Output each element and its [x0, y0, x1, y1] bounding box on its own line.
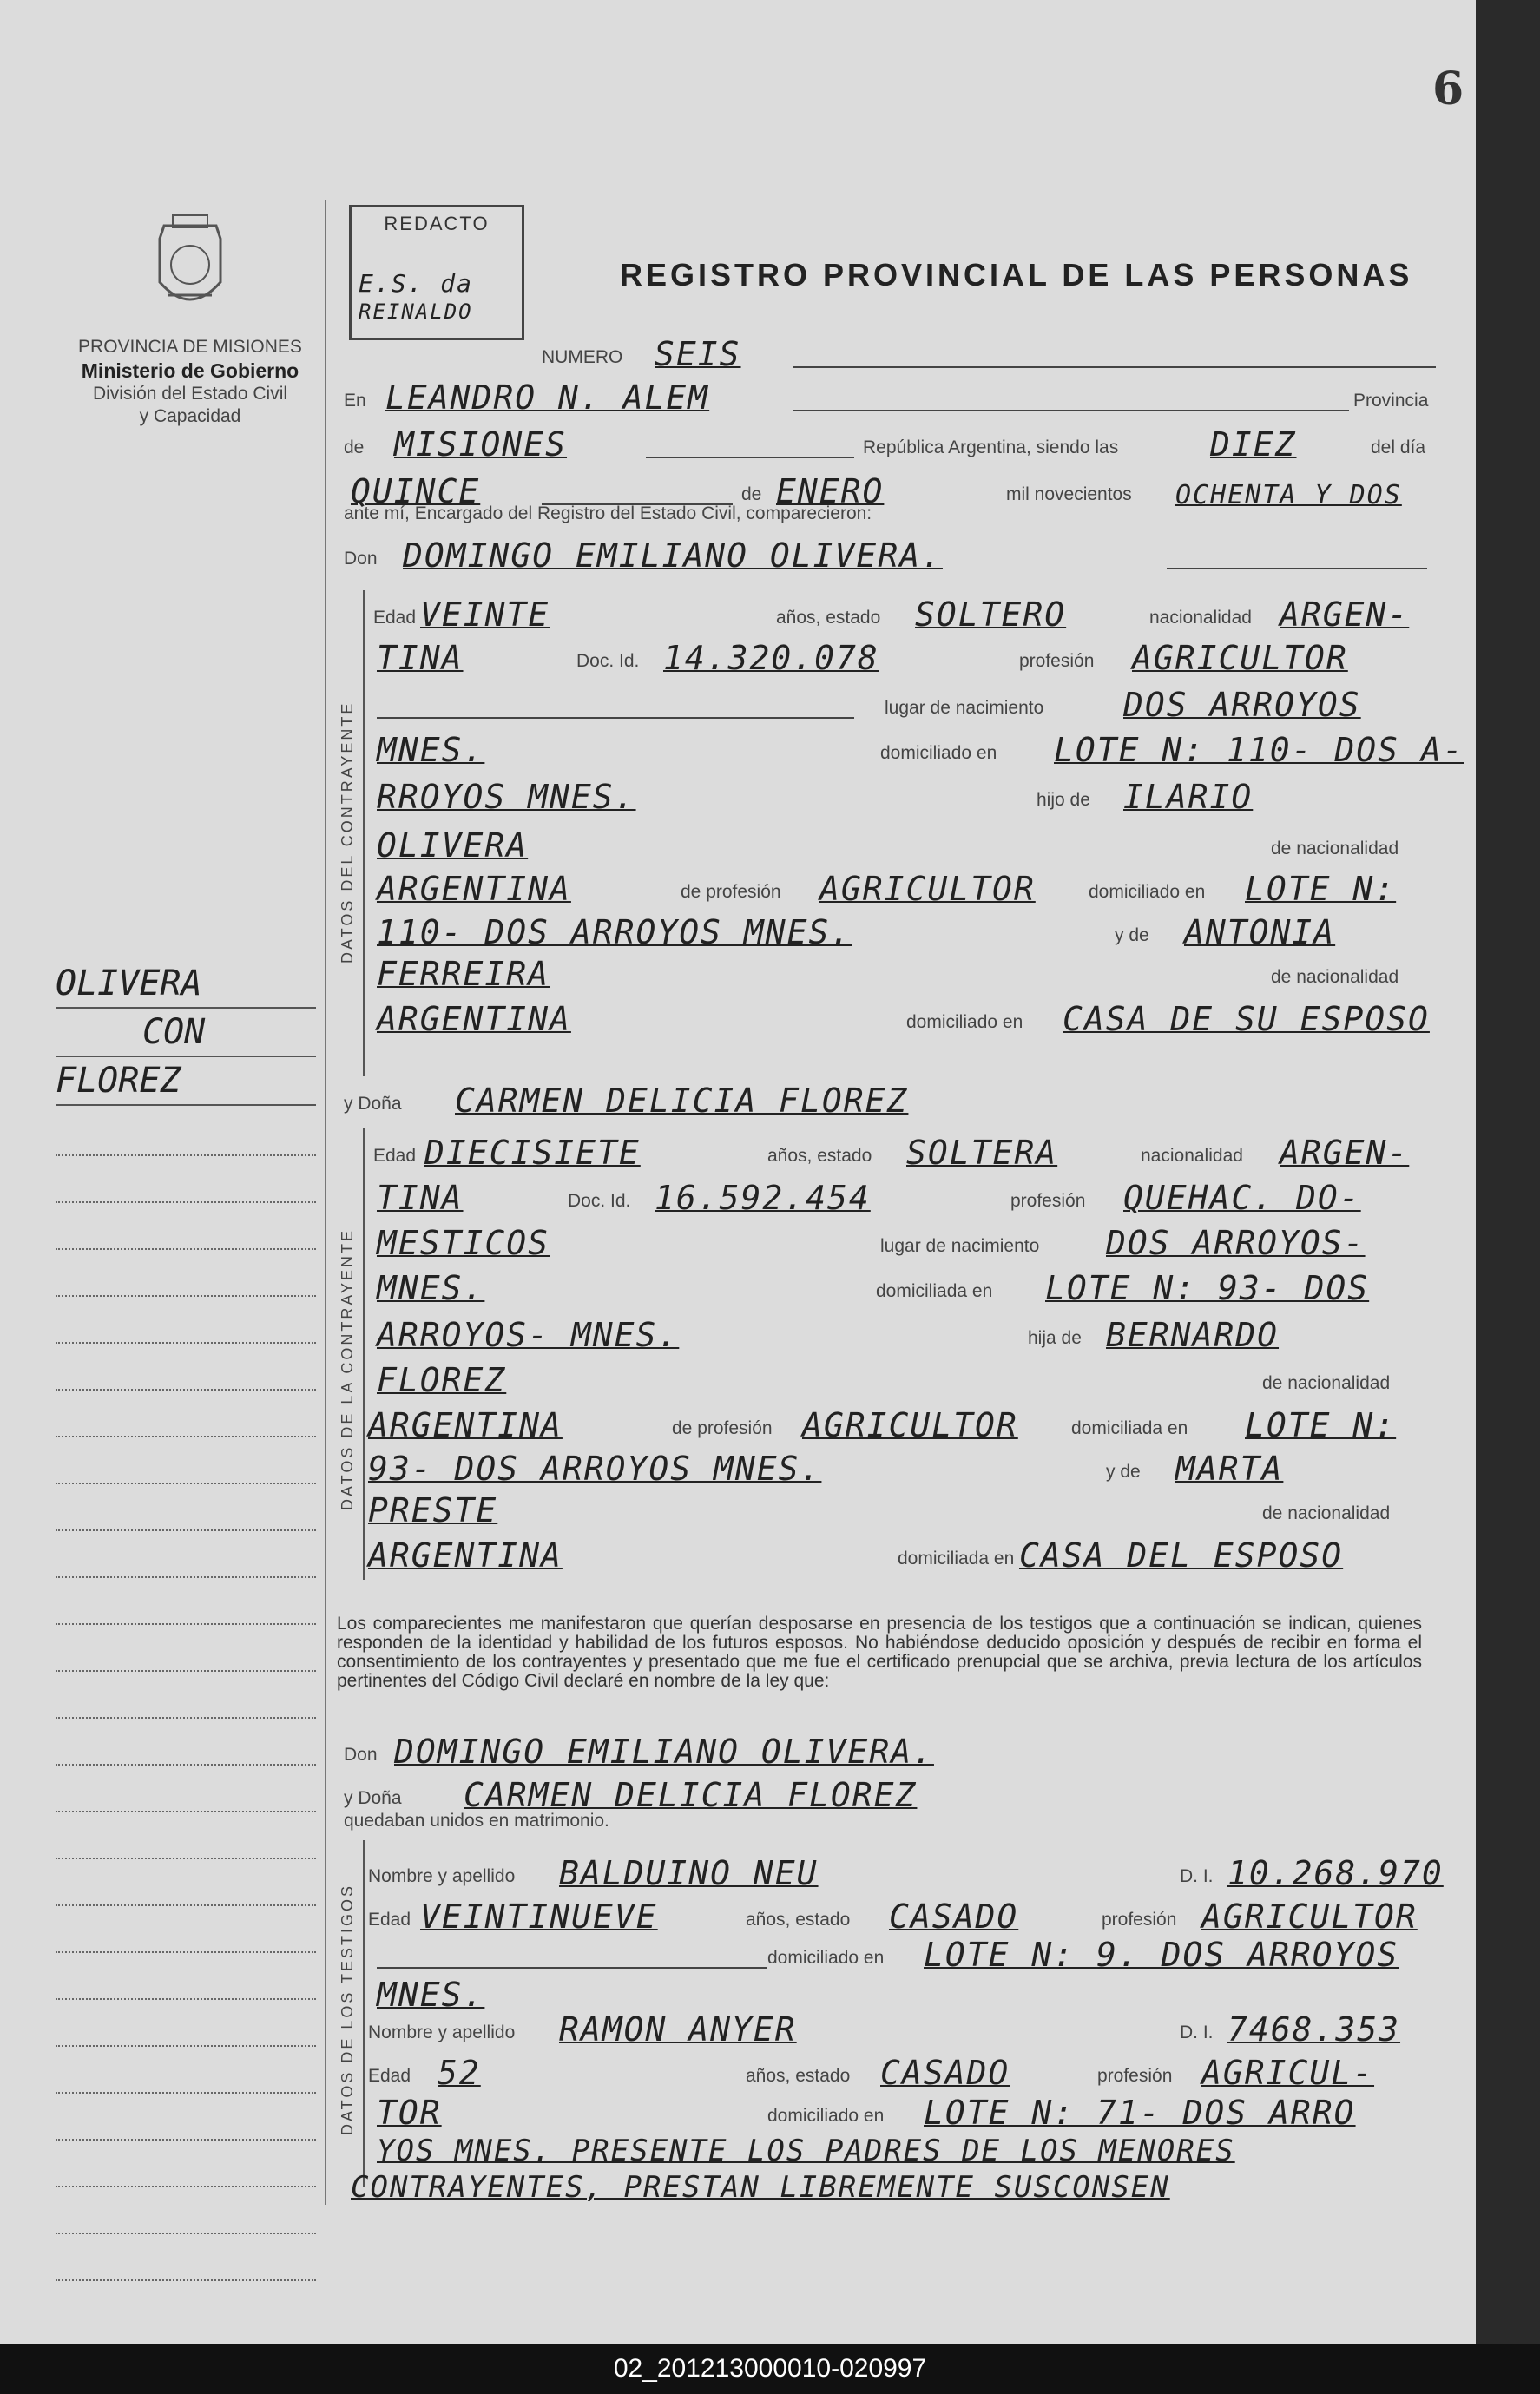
padre-apellido: OLIVERA	[377, 826, 529, 865]
c1-madre-dom-row	[342, 995, 1438, 1038]
padre-nacionalidad: ARGENTINA	[368, 1406, 563, 1444]
t1-dom-row	[342, 1930, 1438, 1974]
en-label: En	[344, 391, 366, 411]
c2-edad-row	[342, 1128, 1438, 1172]
madre-nombre: MARTA	[1175, 1450, 1284, 1488]
t2-edad-value: 52	[438, 2054, 481, 2092]
margin-line	[56, 1578, 316, 1625]
c2-domicilio-row	[342, 1264, 1438, 1307]
t2-nombre-row	[342, 2005, 1438, 2049]
doc-label: D. I.	[1180, 1866, 1214, 1886]
domicilio-label: domiciliado en	[767, 2106, 885, 2126]
padre-domicilio-cont: 110- DOS ARROYOS MNES.	[377, 913, 852, 951]
estado-label: años, estado	[746, 1910, 851, 1930]
y-de-label: y de	[1106, 1462, 1141, 1482]
redacto-box	[349, 205, 524, 340]
mes-value: ENERO	[776, 472, 885, 510]
margin-line	[56, 1906, 316, 1953]
madre-dom-label: domiciliada en	[898, 1549, 1015, 1569]
domicilio-value: LOTE N: 110- DOS A-	[1054, 731, 1464, 769]
field-line	[377, 1967, 767, 1969]
page-edge-shadow	[1476, 0, 1540, 2344]
left-margin-column	[56, 200, 326, 2205]
en-row	[342, 373, 1438, 417]
numero-label: NUMERO	[542, 347, 623, 367]
madre-domicilio: CASA DEL ESPOSO	[1019, 1536, 1344, 1575]
t1-estado-value: CASADO	[889, 1897, 1019, 1936]
division-name: División del Estado Civil	[92, 384, 288, 404]
domicilio-label: domiciliado en	[767, 1948, 885, 1968]
c2-doc-row	[342, 1174, 1438, 1217]
republica-label: República Argentina, siendo las	[863, 437, 1119, 457]
margin-line	[56, 1391, 316, 1437]
decl-don-row	[342, 1727, 1438, 1771]
decl-don-value: DOMINGO EMILIANO OLIVERA.	[394, 1733, 934, 1771]
estado-label: años, estado	[767, 1146, 872, 1166]
lugar-value: DOS ARROYOS	[1123, 686, 1361, 724]
madre-apellido: PRESTE	[368, 1491, 498, 1529]
de-label: de	[344, 437, 365, 457]
margin-line	[56, 1812, 316, 1859]
margin-line	[56, 1344, 316, 1391]
margin-line	[56, 1484, 316, 1531]
padre-nombre: BERNARDO	[1106, 1316, 1280, 1354]
c1-padre-prof-row	[342, 865, 1438, 908]
y-dona-label: y Doña	[344, 1788, 402, 1808]
lugar-cont: MNES.	[377, 731, 485, 769]
margin-line	[56, 1203, 316, 1250]
numero-row	[342, 330, 1438, 373]
margin-line	[56, 1437, 316, 1484]
y-dona-label: y Doña	[344, 1094, 402, 1114]
anio-value: OCHENTA Y DOS	[1175, 480, 1402, 510]
madre-nac-label: de nacionalidad	[1271, 967, 1399, 987]
c2-hija-row	[342, 1311, 1438, 1354]
dia-value: QUINCE	[351, 472, 481, 510]
domicilio-label: domiciliada en	[876, 1281, 993, 1301]
don-label: Don	[344, 1745, 378, 1765]
redacto-handwritten-1: E.S. da	[359, 269, 474, 298]
redacto-handwritten-2: REINALDO	[359, 299, 473, 324]
t1-prof-value: AGRICULTOR	[1201, 1897, 1418, 1936]
lugar-cont: MNES.	[377, 1269, 485, 1307]
edad-value: VEINTE	[420, 595, 550, 634]
field-line	[646, 457, 854, 458]
padre-nac-label: de nacionalidad	[1271, 839, 1399, 858]
margin-line	[56, 1859, 316, 1906]
numero-value: SEIS	[655, 335, 741, 373]
margin-line	[56, 1625, 316, 1672]
de-mes-label: de	[741, 484, 762, 504]
mil-novecientos-label: mil novecientos	[1006, 484, 1132, 504]
nacionalidad-cont: TINA	[377, 1179, 464, 1217]
ante-row	[342, 503, 1438, 529]
padre-apellido: FLOREZ	[377, 1361, 507, 1399]
nacionalidad-value: ARGEN-	[1280, 595, 1410, 634]
t1-edad-value: VEINTINUEVE	[420, 1897, 658, 1936]
de-row	[342, 420, 1438, 464]
t1-nombre-value: BALDUINO NEU	[559, 1854, 819, 1892]
estado-value: SOLTERO	[915, 595, 1067, 634]
profesion-value: AGRICULTOR	[1132, 639, 1348, 677]
t2-nombre-value: RAMON ANYER	[559, 2010, 797, 2049]
nombre-label: Nombre y apellido	[368, 2022, 516, 2042]
margin-line	[56, 1297, 316, 1344]
padre-dom-label: domiciliado en	[1089, 882, 1206, 902]
c2-madre-row	[342, 1444, 1438, 1488]
padre-nac-label: de nacionalidad	[1262, 1373, 1391, 1393]
ante-label: ante mí, Encargado del Registro del Estado Civil, comparecieron:	[344, 503, 872, 523]
provincia-value: MISIONES	[394, 425, 568, 464]
c1-hijo-row	[342, 773, 1438, 816]
margin-line	[56, 2141, 316, 2187]
t1-edad-row	[342, 1892, 1438, 1936]
decl-dona-value: CARMEN DELICIA FLOREZ	[464, 1776, 918, 1814]
t1-doc-value: 10.268.970	[1227, 1854, 1444, 1892]
capacity-label: y Capacidad	[139, 406, 241, 426]
margin-annotation	[56, 964, 316, 2281]
profesion-label: profesión	[1010, 1191, 1086, 1211]
padre-dom-label: domiciliada en	[1071, 1418, 1188, 1438]
nota-line-1: YOS MNES. PRESENTE LOS PADRES DE LOS MENORES	[377, 2134, 1235, 2168]
t2-estado-value: CASADO	[880, 2054, 1010, 2092]
profesion-value: QUEHAC. DO-	[1123, 1179, 1361, 1217]
ministry-name: Ministerio de Gobierno	[81, 359, 299, 382]
margin-line	[56, 1672, 316, 1719]
doc-value: 16.592.454	[655, 1179, 871, 1217]
t2-prof-cont: TOR	[377, 2094, 442, 2132]
y-de-label: y de	[1115, 925, 1149, 945]
lugar-value: DOS ARROYOS-	[1106, 1224, 1366, 1262]
province-name: PROVINCIA DE MISIONES	[78, 337, 302, 357]
annotation-line-2: CON	[56, 1012, 316, 1057]
profesion-label: profesión	[1102, 1910, 1177, 1930]
estado-label: años, estado	[746, 2066, 851, 2086]
c1-edad-row	[342, 590, 1438, 634]
don-value: DOMINGO EMILIANO OLIVERA.	[403, 536, 943, 575]
nombre-label: Nombre y apellido	[368, 1866, 516, 1886]
c2-padre-row	[342, 1356, 1438, 1399]
c1-padre-row	[342, 821, 1438, 865]
domicilio-label: domiciliado en	[880, 743, 997, 763]
doc-label: Doc. Id.	[568, 1191, 631, 1211]
edad-label: Edad	[368, 2066, 411, 2086]
c1-doc-row	[342, 634, 1438, 677]
margin-line	[56, 1719, 316, 1766]
madre-nac-label: de nacionalidad	[1262, 1503, 1391, 1523]
profesion-cont: MESTICOS	[377, 1224, 550, 1262]
provincia-label: Provincia	[1353, 391, 1429, 411]
testigos-section-label: DATOS DE LOS TESTIGOS	[339, 1883, 356, 2135]
hija-label: hija de	[1028, 1328, 1082, 1348]
nacionalidad-cont: TINA	[377, 639, 464, 677]
margin-line	[56, 1109, 316, 1156]
t2-doc-value: 7468.353	[1227, 2010, 1401, 2049]
madre-nacionalidad: ARGENTINA	[377, 1000, 571, 1038]
province-seal-icon	[147, 208, 234, 321]
padre-domicilio: LOTE N:	[1245, 870, 1397, 908]
doc-value: 14.320.078	[663, 639, 879, 677]
c1-domicilio-row	[342, 726, 1464, 769]
domicilio-cont: ARROYOS- MNES.	[377, 1316, 680, 1354]
nota-row-2	[342, 2161, 1438, 2205]
unidos-label: quedaban unidos en matrimonio.	[344, 1811, 609, 1831]
margin-line	[56, 2094, 316, 2141]
margin-line	[56, 1250, 316, 1297]
del-dia-label: del día	[1371, 437, 1426, 457]
profesion-label: profesión	[1019, 651, 1095, 671]
domicilio-value: LOTE N: 93- DOS	[1045, 1269, 1370, 1307]
margin-line	[56, 2187, 316, 2234]
t2-prof-value: AGRICUL-	[1201, 2054, 1375, 2092]
margin-line	[56, 2000, 316, 2047]
image-id-footer: 02_201213000010-020997	[0, 2344, 1540, 2394]
edad-label: Edad	[368, 1910, 411, 1930]
nacionalidad-value: ARGEN-	[1280, 1134, 1410, 1172]
madre-apellido: FERREIRA	[377, 955, 550, 993]
contrayente-section-label: DATOS DE LA CONTRAYENTE	[339, 1227, 356, 1510]
annotation-line-1: OLIVERA	[56, 964, 316, 1009]
padre-nacionalidad: ARGENTINA	[377, 870, 571, 908]
margin-line	[56, 1531, 316, 1578]
doc-label: D. I.	[1180, 2022, 1214, 2042]
declaration-text: Los comparecientes me manifestaron que querían desposarse en presencia de los testigos que a continuación se indican, quienes responden de la identidad y habilidad de los futuros esposos. No habiéndose deducido oposición y después de recibir en forma el consentimiento de los contrayentes y presentado que me fue el certificado prenupcial que se archiva, previa lectura de los artículos pertinentes del Código Civil declaré en nombre de la ley que:	[337, 1614, 1422, 1691]
document-title: REGISTRO PROVINCIAL DE LAS PERSONAS	[620, 257, 1413, 293]
padre-domicilio-cont: 93- DOS ARROYOS MNES.	[368, 1450, 822, 1488]
estado-label: años, estado	[776, 608, 881, 628]
padre-profesion: AGRICULTOR	[802, 1406, 1018, 1444]
annotation-line-3: FLOREZ	[56, 1061, 316, 1106]
field-line	[1167, 568, 1427, 569]
unidos-row	[342, 1805, 1438, 1837]
c2-madre-dom-row	[342, 1531, 1438, 1575]
c2-padre-prof-row	[342, 1401, 1438, 1444]
margin-line	[56, 2234, 316, 2281]
field-line	[793, 366, 1436, 368]
padre-prof-label: de profesión	[672, 1418, 773, 1438]
edad-label: Edad	[373, 1146, 417, 1166]
margin-line	[56, 1766, 316, 1812]
field-line	[793, 410, 1349, 411]
estado-value: SOLTERA	[906, 1134, 1058, 1172]
c1-madre-apellido-row	[342, 950, 1438, 993]
t2-edad-row	[342, 2049, 1438, 2092]
margin-line	[56, 2047, 316, 2094]
t2-dom-value: LOTE N: 71- DOS ARRO	[924, 2094, 1356, 2132]
padre-profesion: AGRICULTOR	[819, 870, 1036, 908]
madre-nombre: ANTONIA	[1184, 913, 1336, 951]
dona-row	[342, 1076, 1438, 1120]
hijo-label: hijo de	[1037, 790, 1090, 810]
edad-value: DIECISIETE	[424, 1134, 641, 1172]
madre-domicilio: CASA DE SU ESPOSO	[1063, 1000, 1430, 1038]
domicilio-cont: RROYOS MNES.	[377, 778, 636, 816]
padre-prof-label: de profesión	[681, 882, 781, 902]
nacionalidad-label: nacionalidad	[1149, 608, 1252, 628]
redacto-label: REDACTO	[384, 213, 490, 234]
don-row	[342, 531, 1438, 575]
c2-madre-apellido-row	[342, 1486, 1438, 1529]
margin-line	[56, 1953, 316, 2000]
field-line	[377, 717, 854, 719]
lugar-label: lugar de nacimiento	[880, 1236, 1040, 1256]
t1-nombre-row	[342, 1849, 1444, 1892]
dona-value: CARMEN DELICIA FLOREZ	[455, 1082, 909, 1120]
contrayente-section-label: DATOS DEL CONTRAYENTE	[339, 700, 356, 964]
c1-madre-row	[342, 908, 1438, 951]
c2-lugar-row	[342, 1219, 1438, 1262]
localidad-value: LEANDRO N. ALEM	[385, 378, 710, 417]
padre-domicilio: LOTE N:	[1245, 1406, 1397, 1444]
margin-line	[56, 1156, 316, 1203]
nacionalidad-label: nacionalidad	[1141, 1146, 1243, 1166]
c1-lugar-row	[342, 681, 1438, 724]
hora-value: DIEZ	[1210, 425, 1297, 464]
t1-dom-cont: MNES.	[377, 1976, 485, 2014]
padre-nombre: ILARIO	[1123, 778, 1254, 816]
don-label: Don	[344, 549, 378, 569]
lugar-label: lugar de nacimiento	[885, 698, 1044, 718]
doc-label: Doc. Id.	[576, 651, 640, 671]
page-number: 6	[1432, 62, 1464, 115]
edad-label: Edad	[373, 608, 417, 628]
madre-dom-label: domiciliado en	[906, 1012, 1023, 1032]
madre-nacionalidad: ARGENTINA	[368, 1536, 563, 1575]
nota-line-2: CONTRAYENTES, PRESTAN LIBREMENTE SUSCONSEN	[351, 2170, 1170, 2205]
t1-dom-value: LOTE N: 9. DOS ARROYOS	[924, 1936, 1399, 1974]
profesion-label: profesión	[1097, 2066, 1173, 2086]
